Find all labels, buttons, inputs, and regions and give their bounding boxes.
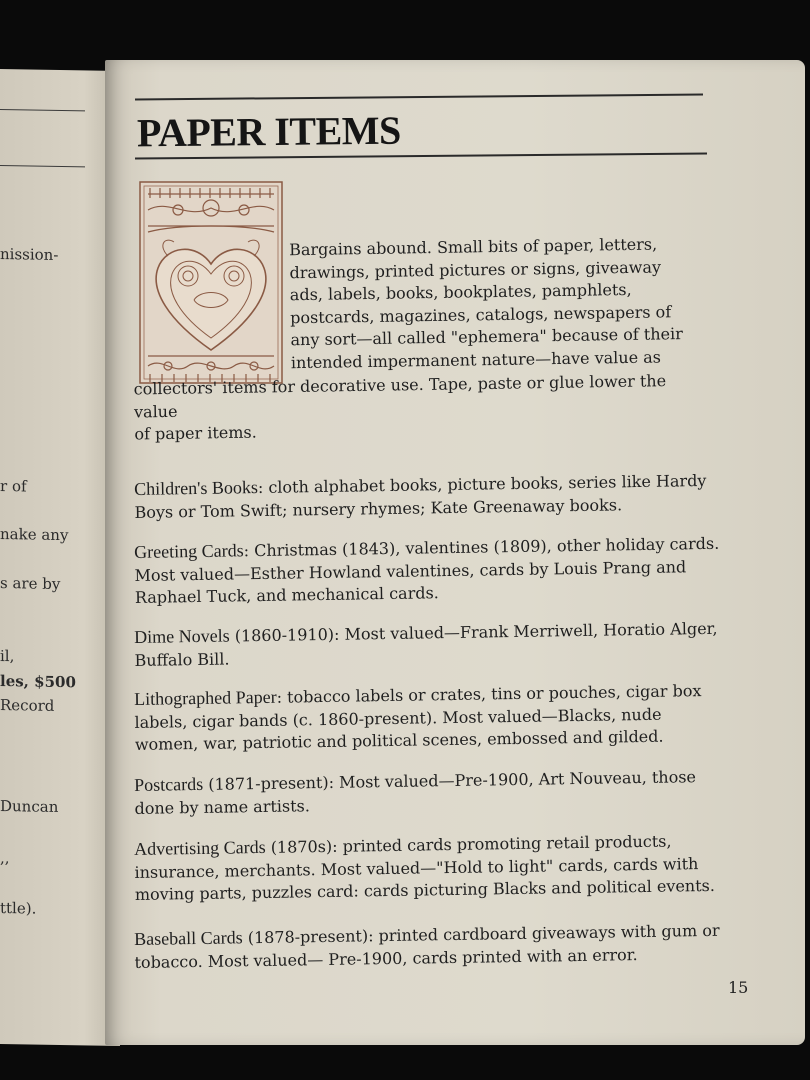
left-fragment: ,, <box>0 848 10 868</box>
intro-line: ads, labels, books, bookplates, pamphlets, <box>289 279 632 305</box>
left-fragment: il, <box>0 646 15 666</box>
entry-greeting-cards <box>134 532 725 610</box>
entry-term: Dime Novels <box>134 625 230 647</box>
left-fragment: nake any <box>0 524 69 545</box>
entry-text: : cloth alphabet books, picture books, series like Hardy Boys or Tom Swift; nursery rhymes; Kate Greenaway books. <box>134 471 707 522</box>
entry-text: : tobacco labels or crates, tins or pouches, cigar box labels, cigar bands (c. 1860-present). Most valued—Blacks, nude women, war, patriotic and political scenes, embossed and gilded. <box>134 681 702 754</box>
intro-line: any sort—all called "ephemera" because of their <box>290 324 683 350</box>
left-fragment: r of <box>0 476 27 496</box>
left-rule-top <box>0 109 85 111</box>
entry-dime-novels <box>134 617 725 672</box>
left-fragment: Record <box>0 695 55 715</box>
page-number: 15 <box>728 978 749 997</box>
intro-line: intended impermanent nature—have value as <box>290 346 662 372</box>
left-fragment: nission- <box>0 244 59 264</box>
left-fragment: ttle). <box>0 898 37 918</box>
entry-text: : Christmas (1843), valentines (1809), other holiday cards. Most valued—Esther Howland valentines, cards by Louis Prang and Raphael Tuck, and mechanical cards. <box>134 533 720 607</box>
entry-advertising-cards <box>134 829 725 907</box>
left-fragment: les, $500 <box>0 671 76 692</box>
entry-term: Baseball Cards <box>134 927 243 949</box>
entry-lithographed-paper <box>134 679 725 757</box>
valentine-heart-ornament-icon <box>138 180 284 385</box>
page-title: PAPER ITEMS <box>136 107 402 156</box>
entry-baseball-cards <box>134 919 725 974</box>
intro-line: of paper items. <box>134 422 257 444</box>
intro-line: collectors' items for decorative use. Tape, paste or glue lower the value <box>133 371 667 422</box>
left-fragment: Duncan <box>0 796 59 816</box>
entry-text: (1878-present): printed cardboard giveaways with gum or tobacco. Most valued— Pre-1900, cards printed with an error. <box>134 920 720 972</box>
intro-line: postcards, magazines, catalogs, newspapers of <box>290 301 672 327</box>
entry-postcards <box>134 765 725 820</box>
entry-term: Advertising Cards <box>134 836 266 859</box>
entry-text: (1860-1910): Most valued—Frank Merriwell, Horatio Alger, Buffalo Bill. <box>134 618 718 670</box>
entry-term: Children's Books <box>134 477 259 499</box>
left-page <box>0 69 120 1046</box>
intro-line: drawings, printed pictures or signs, giveaway <box>289 256 662 282</box>
entry-text: (1870s): printed cards promoting retail products, insurance, merchants. Most valued—"Hold to light" cards, cards with moving parts, puzzles card: cards picturing Blacks and political events. <box>134 831 716 904</box>
entry-childrens-books <box>134 469 725 524</box>
entry-term: Postcards <box>134 773 204 795</box>
entry-text: (1871-present): Most valued—Pre-1900, Art Nouveau, those done by name artists. <box>134 767 697 818</box>
left-rule-bottom <box>0 165 85 167</box>
intro-paragraph-right <box>289 233 706 375</box>
intro-paragraph-full <box>134 369 710 446</box>
entry-term: Greeting Cards <box>134 540 244 562</box>
entry-term: Lithographed Paper <box>134 686 277 709</box>
intro-line: Bargains abound. Small bits of paper, letters, <box>288 234 658 260</box>
left-fragment: s are by <box>0 573 61 594</box>
